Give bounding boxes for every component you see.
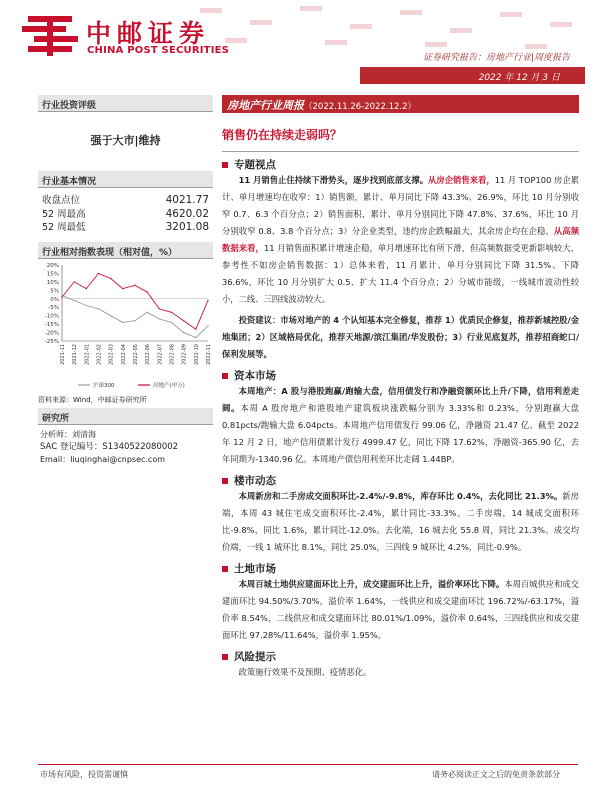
basic-label: 52 周最低 bbox=[42, 222, 86, 233]
report-range: （2022.11.26-2022.12.2） bbox=[304, 102, 416, 112]
y-tick-label: 0% bbox=[50, 296, 59, 303]
paragraph: 11 月销售止住持续下滑势头，逐步找到底部支撑。从房企销售来看，11 月 TOP100 房企累计、单月增速均在收窄：1）销售额，累计、单月同比下降 43.3%、26.9%，环比 10 月分别收窄 0.7、6.3 个百分点；2）销售面积，累计、单月分别同比下降 47.8%、37.6%，环比 10 月分别收窄 0.8、3.8 个百分点；3）分企业类型，违约房企跌幅最大，其余房企均在企稳。从高频数据来看，11 月销售面积累计增速企稳，单月增速环比有所下滑，但高频数据受更新影响较大，参考性不如房企销售数据：1）总体来看，11 月累计、单月分别同比下降 31.5%、下降 36.6%，环比 10 月分别扩大 0.5、扩大 11.4 个百分点；2）分城市能级，一线城市波动性较小，二线、三四线波动较大。 bbox=[222, 175, 579, 304]
data-point bbox=[110, 314, 111, 315]
section-topic bbox=[222, 157, 579, 363]
chart-source: 资料来源：Wind，中邮证券研究所 bbox=[38, 395, 147, 404]
data-point bbox=[98, 272, 99, 273]
footer-disclaimer-left: 市场有风险，投资需谨慎 bbox=[40, 770, 128, 779]
basic-label: 52 周最高 bbox=[42, 208, 86, 220]
section-capital-market bbox=[222, 368, 579, 468]
basic-row bbox=[38, 221, 213, 235]
y-tick-label: -20% bbox=[44, 330, 59, 337]
data-point bbox=[98, 308, 99, 309]
paragraph: 本周地产：A 股与港股跑赢/跑输大盘，信用债发行和净融资额环比上升/下降，信用利差走阔。本周 A 股房地产和港股地产建筑板块涨跌幅分别为 3.33%和 0.23%，分别跑赢大盘 0.81pcts/跑输大盘 6.04pcts。本周地产信用债发行 99.06 亿，净融资 21.47 亿。截至 2022 年 12 月 2 日，地产信用债累计发行 4999.47 亿，同比下降 17.62%，净融资-365.90 亿，去年同期为-1340.96 亿。本周地产债信用利差环比走阔 1.44BP。 bbox=[222, 386, 579, 464]
data-point bbox=[195, 336, 196, 337]
data-point bbox=[86, 287, 87, 288]
basic-value: 4021.77 bbox=[165, 194, 209, 206]
paragraph: 投资建议：市场对地产的 4 个认知基本完全修复，推荐 1）优质民企修复，推荐新城控股/金地集团；2）区域格局优化，推荐天地源/滨江集团/华发股份；3）行业见底复苏，推荐招商蛇口/保利发展等。 bbox=[222, 315, 579, 359]
data-point bbox=[183, 320, 184, 321]
basic-info-heading: 行业基本情况 bbox=[38, 171, 213, 188]
data-point bbox=[134, 320, 135, 321]
x-tick-label: 2021-12 bbox=[72, 343, 79, 365]
industry-rating: 强于大市|维持 bbox=[90, 134, 161, 147]
y-tick-label: 15% bbox=[46, 270, 59, 277]
section-housing-market bbox=[222, 473, 579, 556]
headline: 销售仍在持续走弱吗？ bbox=[222, 128, 343, 142]
paragraph: 本周百城土地供应建面环比上升，成交建面环比上升，溢价率环比下降。本周百城供应和成交建面环比 94.50%/3.70%，溢价率 1.64%，一线供应和成交建面环比 196.72%/-63.17%，溢价率 8.54%，二线供应和成交建面环比 80.01%/1.09%，溢价率 0.64%，三四线供应和成交建面环比 97.28%/11.64%，溢价率 1.95%。 bbox=[222, 579, 579, 640]
analyst-name: 分析师：刘清海 bbox=[40, 429, 96, 439]
research-heading: 研究所 bbox=[38, 408, 213, 425]
data-point bbox=[110, 277, 111, 278]
left-sidebar bbox=[38, 95, 213, 466]
basic-row bbox=[38, 208, 213, 222]
section-risk bbox=[222, 649, 579, 681]
brand-name-en: CHINA POST SECURITIES bbox=[87, 45, 230, 56]
china-post-securities-logo bbox=[20, 12, 80, 60]
x-tick-label: 2022-03 bbox=[108, 343, 115, 365]
section-title: 专题视点 bbox=[222, 157, 579, 172]
x-tick-label: 2022-07 bbox=[157, 343, 164, 365]
analyst-info bbox=[38, 429, 213, 467]
legend-label: 沪深300 bbox=[93, 382, 115, 389]
x-tick-label: 2022-06 bbox=[145, 343, 152, 365]
data-point bbox=[122, 321, 123, 322]
y-tick-label: 20% bbox=[46, 262, 59, 269]
square-bullet-icon bbox=[222, 566, 228, 572]
x-tick-label: 2021-11 bbox=[60, 343, 66, 365]
data-point bbox=[195, 328, 196, 329]
x-tick-label: 2022-09 bbox=[181, 343, 188, 365]
y-tick-label: -15% bbox=[44, 321, 59, 328]
section-title: 资本市场 bbox=[222, 368, 579, 383]
section-land-market bbox=[222, 561, 579, 644]
footer-disclaimer-right: 请务必阅读正文之后的免责条款部分 bbox=[432, 770, 560, 779]
paragraph: 政策施行效果不及预期、疫情恶化。 bbox=[238, 667, 372, 677]
rating-heading: 行业投资评级 bbox=[38, 95, 213, 112]
analyst-cert: SAC 登记编号：S1340522080002 bbox=[40, 442, 179, 452]
basic-info-table bbox=[38, 194, 213, 235]
report-date: 2022 年 12 月 3 日 bbox=[478, 73, 560, 83]
data-point bbox=[183, 331, 184, 332]
data-point bbox=[61, 296, 62, 297]
square-bullet-icon bbox=[222, 162, 228, 168]
x-tick-label: 2022-08 bbox=[169, 343, 176, 365]
y-tick-label: -10% bbox=[44, 313, 59, 320]
x-tick-label: 2022-10 bbox=[193, 343, 200, 365]
data-point bbox=[171, 311, 172, 312]
report-title: 房地产行业周报 bbox=[227, 99, 304, 112]
data-point bbox=[73, 299, 74, 300]
relative-performance-heading: 行业相对指数表现（相对值，%） bbox=[38, 242, 213, 259]
data-point bbox=[146, 291, 147, 292]
section-title: 风险提示 bbox=[222, 649, 579, 664]
basic-value: 3201.08 bbox=[165, 221, 209, 233]
data-point bbox=[159, 308, 160, 309]
y-tick-label: -25% bbox=[44, 338, 59, 345]
square-bullet-icon bbox=[222, 654, 228, 660]
basic-value: 4620.02 bbox=[165, 207, 209, 220]
data-point bbox=[146, 311, 147, 312]
legend-label: 房地产(申万) bbox=[153, 382, 185, 389]
square-bullet-icon bbox=[222, 373, 228, 379]
x-tick-label: 2022-04 bbox=[120, 343, 127, 365]
y-tick-label: 5% bbox=[50, 287, 59, 294]
x-tick-label: 2022-11 bbox=[206, 343, 212, 365]
brand-name-cn: 中邮证券 bbox=[86, 19, 211, 48]
main-content bbox=[222, 95, 579, 681]
paragraph: 本周新房和二手房成交面积环比-2.4%/-9.8%，库存环比 0.4%，去化同比 21.3%。新房端，本周 43 城住宅成交面积环比-2.4%，累计同比-33.3%。二手房端，14 城成交面积环比-9.8%，同比 1.6%，累计同比-12.0%。去化端，16 城去化 55.8 周，同比 21.3%。成交均价端，一线 1 城环比 8.1%，同比 25.0%，三四线 9 城环比 4.2%，同比-0.9%。 bbox=[222, 491, 579, 552]
data-point bbox=[207, 299, 208, 300]
basic-row bbox=[38, 194, 213, 208]
data-point bbox=[86, 304, 87, 305]
y-tick-label: -5% bbox=[48, 304, 59, 311]
x-tick-label: 2022-02 bbox=[96, 343, 103, 365]
data-point bbox=[73, 281, 74, 282]
data-point bbox=[159, 318, 160, 319]
y-tick-label: 10% bbox=[46, 279, 59, 286]
report-title-bar bbox=[222, 95, 579, 113]
headline-rule bbox=[222, 151, 579, 152]
data-point bbox=[171, 321, 172, 322]
report-header bbox=[0, 0, 600, 95]
data-point bbox=[122, 287, 123, 288]
section-title: 楼市动态 bbox=[222, 473, 579, 488]
square-bullet-icon bbox=[222, 478, 228, 484]
data-point bbox=[134, 284, 135, 285]
footer-rule bbox=[38, 764, 578, 765]
analyst-email: Email：liuqinghai@cnpsec.com bbox=[40, 454, 166, 464]
basic-label: 收盘点位 bbox=[42, 195, 81, 206]
data-point bbox=[207, 325, 208, 326]
relative-performance-chart bbox=[38, 259, 213, 393]
report-type: 证券研究报告：房地产行业|周度报告 bbox=[422, 53, 570, 63]
section-title: 土地市场 bbox=[222, 561, 579, 576]
series-line-0 bbox=[62, 295, 208, 337]
x-tick-label: 2022-05 bbox=[133, 343, 139, 365]
x-tick-label: 2022-01 bbox=[84, 343, 91, 365]
